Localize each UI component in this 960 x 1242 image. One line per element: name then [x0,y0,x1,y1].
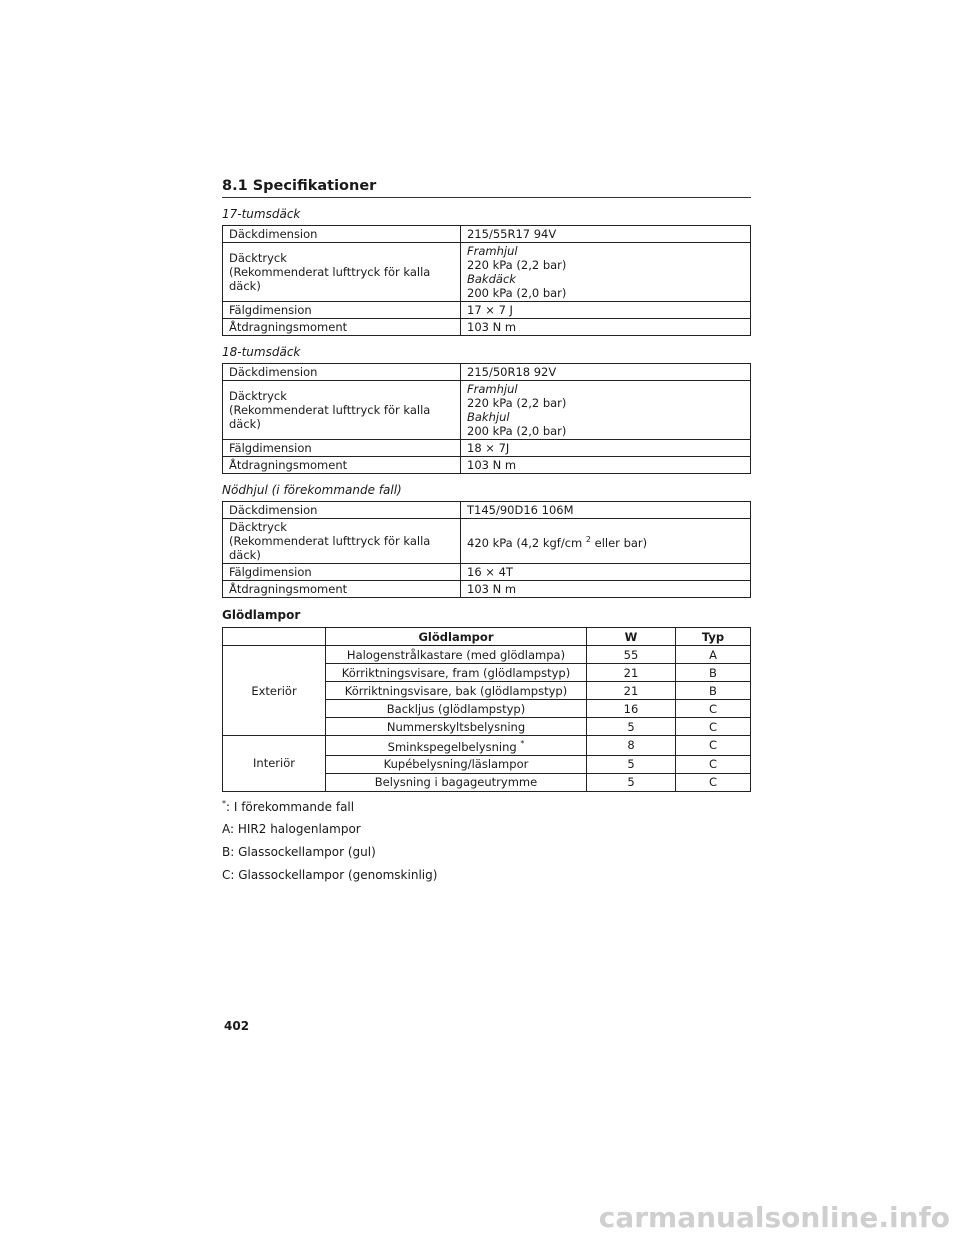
legend [222,822,751,882]
bulbs-table [222,627,751,792]
pressure-value-a: 420 kPa (4,2 kgf/cm [467,535,586,550]
rear-label: Bakhjul [467,410,510,424]
interior-label: Interiör [223,736,326,792]
rim-label: Fälgdimension [223,440,461,457]
pressure-label-line2: (Rekommenderat lufttryck för kalla däck) [229,265,431,293]
rear-label: Bakdäck [467,272,516,286]
pressure-label-line1: Däcktryck [229,389,287,403]
front-value: 220 kPa (2,2 bar) [467,258,567,272]
table-row [223,564,751,581]
dim-value: 215/55R17 94V [461,226,751,243]
torque-value: 103 N m [461,457,751,474]
exterior-label: Exteriör [223,646,326,736]
pressure-label-line2: (Rekommenderat lufttryck för kalla däck) [229,403,431,431]
front-label: Framhjul [467,382,518,396]
dim-label: Däckdimension [223,502,461,519]
bulb-watt: 5 [587,773,676,791]
dim-value: 215/50R18 92V [461,364,751,381]
bulb-name: Kupébelysning/läslampor [326,755,587,773]
table-header-row [223,628,751,646]
footnote-text: : I förekommande fall [226,799,355,814]
bulb-type: C [676,736,751,756]
legend-item-c: C: Glassockellampor (genomskinlig) [222,867,438,882]
tire17-table [222,225,751,336]
rim-value: 17 × 7 J [461,302,751,319]
bulb-name: Halogenstrålkastare (med glödlampa) [326,646,587,664]
tire17-title: 17-tumsdäck [222,207,301,221]
torque-label: Åtdragningsmoment [223,319,461,336]
bulb-name: Körriktningsvisare, bak (glödlampstyp) [326,682,587,700]
pressure-label-line1: Däcktryck [229,520,287,534]
bulb-type: B [676,664,751,682]
table-row [223,364,751,381]
table-row [223,581,751,598]
bulbs-title: Glödlampor [222,608,301,622]
bulb-watt: 21 [587,664,676,682]
table-row [223,381,751,440]
page-number: 402 [224,1019,250,1033]
pressure-value [461,519,751,564]
bulb-name [326,736,587,756]
table-row [223,457,751,474]
bulb-name-text: Sminkspegelbelysning [387,739,521,754]
torque-label: Åtdragningsmoment [223,581,461,598]
pressure-value-b: eller bar) [590,535,648,550]
page-content [222,178,751,891]
table-row [223,243,751,302]
table-row [223,440,751,457]
rear-value: 200 kPa (2,0 bar) [467,286,567,300]
table-row [223,736,751,756]
front-label: Framhjul [467,244,518,258]
bulb-watt: 5 [587,755,676,773]
tire18-table [222,363,751,474]
rear-value: 200 kPa (2,0 bar) [467,424,567,438]
table-row [223,502,751,519]
header-w: W [587,628,676,646]
bulb-watt: 55 [587,646,676,664]
dim-label: Däckdimension [223,226,461,243]
bulb-name: Nummerskyltsbelysning [326,718,587,736]
bulb-type: A [676,646,751,664]
spare-title: Nödhjul (i förekommande fall) [222,483,402,497]
bulb-name: Backljus (glödlampstyp) [326,700,587,718]
torque-label: Åtdragningsmoment [223,457,461,474]
table-row [223,646,751,664]
bulb-watt: 21 [587,682,676,700]
table-row [223,319,751,336]
asterisk-mark: * [520,739,525,748]
table-row [223,302,751,319]
footnote [222,799,751,814]
bulb-watt: 5 [587,718,676,736]
bulb-type: C [676,773,751,791]
tire18-title: 18-tumsdäck [222,345,301,359]
torque-value: 103 N m [461,319,751,336]
superscript-2: 2 [585,534,591,544]
table-row [223,519,751,564]
bulb-name: Belysning i bagageutrymme [326,773,587,791]
rim-label: Fälgdimension [223,564,461,581]
torque-value: 103 N m [461,581,751,598]
rim-value: 18 × 7J [461,440,751,457]
pressure-label-line1: Däcktryck [229,251,287,265]
bulb-type: C [676,700,751,718]
legend-item-a: A: HIR2 halogenlampor [222,821,361,836]
rim-label: Fälgdimension [223,302,461,319]
pressure-label [223,519,461,564]
pressure-label [223,243,461,302]
bulb-watt: 16 [587,700,676,718]
header-blank [223,628,326,646]
pressure-values [461,243,751,302]
pressure-values [461,381,751,440]
front-value: 220 kPa (2,2 bar) [467,396,567,410]
footnote-mark: * [222,798,226,808]
header-type: Typ [676,628,751,646]
bulb-type: C [676,718,751,736]
header-name: Glödlampor [326,628,587,646]
spare-table [222,501,751,598]
bulb-name: Körriktningsvisare, fram (glödlampstyp) [326,664,587,682]
pressure-label-line2: (Rekommenderat lufttryck för kalla däck) [229,534,431,562]
bulb-type: C [676,755,751,773]
bulb-type: B [676,682,751,700]
watermark: carmanualsonline.info [598,1201,950,1234]
legend-item-b: B: Glassockellampor (gul) [222,844,376,859]
dim-value: T145/90D16 106M [461,502,751,519]
section-title: 8.1 Specifikationer [222,178,751,198]
dim-label: Däckdimension [223,364,461,381]
bulb-watt: 8 [587,736,676,756]
table-row [223,226,751,243]
pressure-label [223,381,461,440]
rim-value: 16 × 4T [461,564,751,581]
